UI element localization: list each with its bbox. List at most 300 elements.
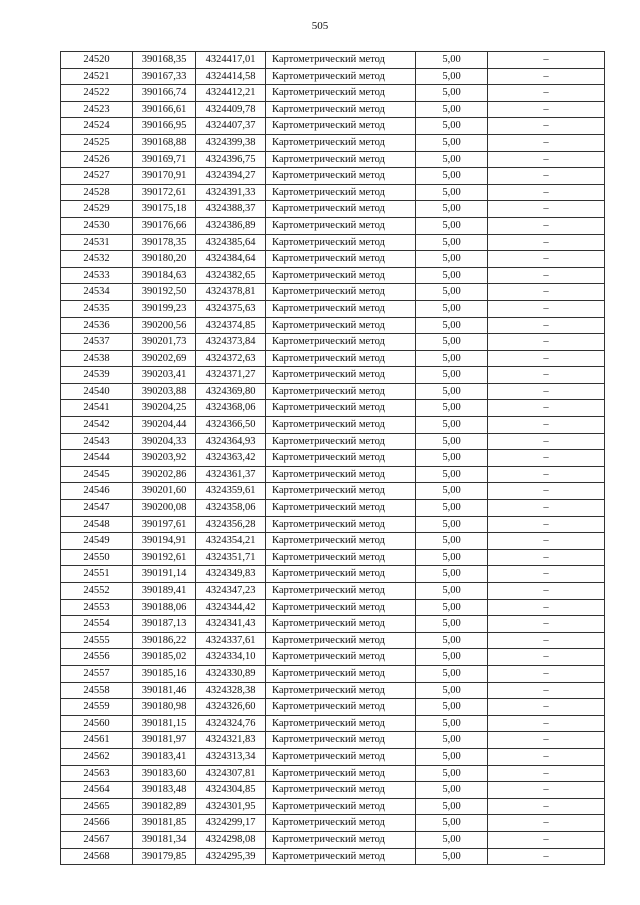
note-cell: – xyxy=(488,831,605,848)
table-row xyxy=(61,798,605,815)
table-row xyxy=(61,748,605,765)
x-coordinate-cell: 390181,85 xyxy=(133,815,196,832)
y-coordinate-cell: 4324396,75 xyxy=(196,151,266,168)
y-coordinate-cell: 4324366,50 xyxy=(196,417,266,434)
x-coordinate-cell: 390200,56 xyxy=(133,317,196,334)
point-number-cell: 24544 xyxy=(61,450,133,467)
table-row xyxy=(61,566,605,583)
x-coordinate-cell: 390178,35 xyxy=(133,234,196,251)
accuracy-cell: 5,00 xyxy=(416,848,488,865)
y-coordinate-cell: 4324299,17 xyxy=(196,815,266,832)
method-cell: Картометрический метод xyxy=(266,417,416,434)
point-number-cell: 24552 xyxy=(61,583,133,600)
point-number-cell: 24537 xyxy=(61,334,133,351)
table-row xyxy=(61,632,605,649)
point-number-cell: 24567 xyxy=(61,831,133,848)
y-coordinate-cell: 4324307,81 xyxy=(196,765,266,782)
method-cell: Картометрический метод xyxy=(266,118,416,135)
y-coordinate-cell: 4324354,21 xyxy=(196,533,266,550)
method-cell: Картометрический метод xyxy=(266,317,416,334)
method-cell: Картометрический метод xyxy=(266,533,416,550)
accuracy-cell: 5,00 xyxy=(416,184,488,201)
accuracy-cell: 5,00 xyxy=(416,649,488,666)
x-coordinate-cell: 390200,08 xyxy=(133,500,196,517)
method-cell: Картометрический метод xyxy=(266,782,416,799)
note-cell: – xyxy=(488,251,605,268)
method-cell: Картометрический метод xyxy=(266,217,416,234)
point-number-cell: 24543 xyxy=(61,433,133,450)
table-row xyxy=(61,300,605,317)
point-number-cell: 24566 xyxy=(61,815,133,832)
y-coordinate-cell: 4324373,84 xyxy=(196,334,266,351)
y-coordinate-cell: 4324324,76 xyxy=(196,715,266,732)
accuracy-cell: 5,00 xyxy=(416,665,488,682)
accuracy-cell: 5,00 xyxy=(416,748,488,765)
note-cell: – xyxy=(488,599,605,616)
note-cell: – xyxy=(488,533,605,550)
table-row xyxy=(61,168,605,185)
point-number-cell: 24562 xyxy=(61,748,133,765)
method-cell: Картометрический метод xyxy=(266,815,416,832)
y-coordinate-cell: 4324334,10 xyxy=(196,649,266,666)
point-number-cell: 24527 xyxy=(61,168,133,185)
accuracy-cell: 5,00 xyxy=(416,831,488,848)
accuracy-cell: 5,00 xyxy=(416,433,488,450)
x-coordinate-cell: 390180,98 xyxy=(133,699,196,716)
point-number-cell: 24549 xyxy=(61,533,133,550)
y-coordinate-cell: 4324382,65 xyxy=(196,267,266,284)
y-coordinate-cell: 4324361,37 xyxy=(196,466,266,483)
x-coordinate-cell: 390185,02 xyxy=(133,649,196,666)
accuracy-cell: 5,00 xyxy=(416,300,488,317)
x-coordinate-cell: 390201,60 xyxy=(133,483,196,500)
y-coordinate-cell: 4324351,71 xyxy=(196,549,266,566)
accuracy-cell: 5,00 xyxy=(416,68,488,85)
method-cell: Картометрический метод xyxy=(266,748,416,765)
note-cell: – xyxy=(488,500,605,517)
x-coordinate-cell: 390184,63 xyxy=(133,267,196,284)
note-cell: – xyxy=(488,566,605,583)
y-coordinate-cell: 4324378,81 xyxy=(196,284,266,301)
note-cell: – xyxy=(488,450,605,467)
coordinates-table xyxy=(60,51,605,865)
note-cell: – xyxy=(488,632,605,649)
y-coordinate-cell: 4324417,01 xyxy=(196,52,266,69)
table-row xyxy=(61,699,605,716)
y-coordinate-cell: 4324326,60 xyxy=(196,699,266,716)
method-cell: Картометрический метод xyxy=(266,251,416,268)
y-coordinate-cell: 4324337,61 xyxy=(196,632,266,649)
x-coordinate-cell: 390181,15 xyxy=(133,715,196,732)
point-number-cell: 24520 xyxy=(61,52,133,69)
accuracy-cell: 5,00 xyxy=(416,782,488,799)
note-cell: – xyxy=(488,616,605,633)
table-row xyxy=(61,500,605,517)
accuracy-cell: 5,00 xyxy=(416,583,488,600)
accuracy-cell: 5,00 xyxy=(416,317,488,334)
point-number-cell: 24542 xyxy=(61,417,133,434)
note-cell: – xyxy=(488,433,605,450)
x-coordinate-cell: 390204,25 xyxy=(133,400,196,417)
note-cell: – xyxy=(488,118,605,135)
point-number-cell: 24538 xyxy=(61,350,133,367)
method-cell: Картометрический метод xyxy=(266,284,416,301)
table-row xyxy=(61,251,605,268)
note-cell: – xyxy=(488,350,605,367)
y-coordinate-cell: 4324412,21 xyxy=(196,85,266,102)
accuracy-cell: 5,00 xyxy=(416,566,488,583)
point-number-cell: 24526 xyxy=(61,151,133,168)
accuracy-cell: 5,00 xyxy=(416,267,488,284)
point-number-cell: 24551 xyxy=(61,566,133,583)
table-row xyxy=(61,715,605,732)
note-cell: – xyxy=(488,52,605,69)
point-number-cell: 24541 xyxy=(61,400,133,417)
method-cell: Картометрический метод xyxy=(266,400,416,417)
point-number-cell: 24564 xyxy=(61,782,133,799)
method-cell: Картометрический метод xyxy=(266,500,416,517)
x-coordinate-cell: 390179,85 xyxy=(133,848,196,865)
point-number-cell: 24565 xyxy=(61,798,133,815)
point-number-cell: 24559 xyxy=(61,699,133,716)
accuracy-cell: 5,00 xyxy=(416,765,488,782)
y-coordinate-cell: 4324298,08 xyxy=(196,831,266,848)
x-coordinate-cell: 390204,44 xyxy=(133,417,196,434)
y-coordinate-cell: 4324414,58 xyxy=(196,68,266,85)
table-row xyxy=(61,85,605,102)
point-number-cell: 24546 xyxy=(61,483,133,500)
table-row xyxy=(61,350,605,367)
table-row xyxy=(61,682,605,699)
table-row xyxy=(61,483,605,500)
x-coordinate-cell: 390183,60 xyxy=(133,765,196,782)
x-coordinate-cell: 390202,69 xyxy=(133,350,196,367)
x-coordinate-cell: 390188,06 xyxy=(133,599,196,616)
note-cell: – xyxy=(488,483,605,500)
x-coordinate-cell: 390169,71 xyxy=(133,151,196,168)
note-cell: – xyxy=(488,317,605,334)
note-cell: – xyxy=(488,715,605,732)
y-coordinate-cell: 4324368,06 xyxy=(196,400,266,417)
note-cell: – xyxy=(488,765,605,782)
x-coordinate-cell: 390194,91 xyxy=(133,533,196,550)
note-cell: – xyxy=(488,516,605,533)
accuracy-cell: 5,00 xyxy=(416,284,488,301)
method-cell: Картометрический метод xyxy=(266,516,416,533)
method-cell: Картометрический метод xyxy=(266,798,416,815)
method-cell: Картометрический метод xyxy=(266,466,416,483)
table-row xyxy=(61,134,605,151)
note-cell: – xyxy=(488,732,605,749)
note-cell: – xyxy=(488,68,605,85)
x-coordinate-cell: 390191,14 xyxy=(133,566,196,583)
y-coordinate-cell: 4324356,28 xyxy=(196,516,266,533)
method-cell: Картометрический метод xyxy=(266,184,416,201)
note-cell: – xyxy=(488,284,605,301)
method-cell: Картометрический метод xyxy=(266,383,416,400)
method-cell: Картометрический метод xyxy=(266,583,416,600)
accuracy-cell: 5,00 xyxy=(416,500,488,517)
point-number-cell: 24528 xyxy=(61,184,133,201)
accuracy-cell: 5,00 xyxy=(416,168,488,185)
point-number-cell: 24525 xyxy=(61,134,133,151)
method-cell: Картометрический метод xyxy=(266,334,416,351)
accuracy-cell: 5,00 xyxy=(416,334,488,351)
x-coordinate-cell: 390192,50 xyxy=(133,284,196,301)
y-coordinate-cell: 4324341,43 xyxy=(196,616,266,633)
note-cell: – xyxy=(488,300,605,317)
point-number-cell: 24545 xyxy=(61,466,133,483)
method-cell: Картометрический метод xyxy=(266,267,416,284)
point-number-cell: 24536 xyxy=(61,317,133,334)
table-row xyxy=(61,649,605,666)
x-coordinate-cell: 390203,88 xyxy=(133,383,196,400)
accuracy-cell: 5,00 xyxy=(416,52,488,69)
accuracy-cell: 5,00 xyxy=(416,682,488,699)
table-row xyxy=(61,732,605,749)
note-cell: – xyxy=(488,782,605,799)
accuracy-cell: 5,00 xyxy=(416,798,488,815)
x-coordinate-cell: 390185,16 xyxy=(133,665,196,682)
note-cell: – xyxy=(488,101,605,118)
x-coordinate-cell: 390167,33 xyxy=(133,68,196,85)
table-row xyxy=(61,549,605,566)
table-row xyxy=(61,317,605,334)
note-cell: – xyxy=(488,682,605,699)
y-coordinate-cell: 4324385,64 xyxy=(196,234,266,251)
point-number-cell: 24533 xyxy=(61,267,133,284)
accuracy-cell: 5,00 xyxy=(416,533,488,550)
y-coordinate-cell: 4324371,27 xyxy=(196,367,266,384)
note-cell: – xyxy=(488,217,605,234)
table-row xyxy=(61,616,605,633)
note-cell: – xyxy=(488,234,605,251)
point-number-cell: 24521 xyxy=(61,68,133,85)
note-cell: – xyxy=(488,649,605,666)
y-coordinate-cell: 4324313,34 xyxy=(196,748,266,765)
accuracy-cell: 5,00 xyxy=(416,134,488,151)
y-coordinate-cell: 4324349,83 xyxy=(196,566,266,583)
point-number-cell: 24547 xyxy=(61,500,133,517)
point-number-cell: 24540 xyxy=(61,383,133,400)
method-cell: Картометрический метод xyxy=(266,765,416,782)
y-coordinate-cell: 4324295,39 xyxy=(196,848,266,865)
table-row xyxy=(61,201,605,218)
method-cell: Картометрический метод xyxy=(266,134,416,151)
accuracy-cell: 5,00 xyxy=(416,101,488,118)
point-number-cell: 24529 xyxy=(61,201,133,218)
accuracy-cell: 5,00 xyxy=(416,417,488,434)
accuracy-cell: 5,00 xyxy=(416,234,488,251)
point-number-cell: 24532 xyxy=(61,251,133,268)
x-coordinate-cell: 390166,74 xyxy=(133,85,196,102)
table-row xyxy=(61,151,605,168)
method-cell: Картометрический метод xyxy=(266,52,416,69)
x-coordinate-cell: 390181,34 xyxy=(133,831,196,848)
table-row xyxy=(61,665,605,682)
method-cell: Картометрический метод xyxy=(266,85,416,102)
note-cell: – xyxy=(488,184,605,201)
note-cell: – xyxy=(488,168,605,185)
accuracy-cell: 5,00 xyxy=(416,85,488,102)
table-row xyxy=(61,400,605,417)
method-cell: Картометрический метод xyxy=(266,699,416,716)
table-row xyxy=(61,184,605,201)
x-coordinate-cell: 390201,73 xyxy=(133,334,196,351)
y-coordinate-cell: 4324344,42 xyxy=(196,599,266,616)
x-coordinate-cell: 390166,95 xyxy=(133,118,196,135)
method-cell: Картометрический метод xyxy=(266,848,416,865)
note-cell: – xyxy=(488,665,605,682)
y-coordinate-cell: 4324374,85 xyxy=(196,317,266,334)
note-cell: – xyxy=(488,334,605,351)
table-row xyxy=(61,466,605,483)
table-row xyxy=(61,101,605,118)
x-coordinate-cell: 390197,61 xyxy=(133,516,196,533)
x-coordinate-cell: 390183,48 xyxy=(133,782,196,799)
x-coordinate-cell: 390189,41 xyxy=(133,583,196,600)
accuracy-cell: 5,00 xyxy=(416,383,488,400)
x-coordinate-cell: 390203,41 xyxy=(133,367,196,384)
table-row xyxy=(61,815,605,832)
point-number-cell: 24550 xyxy=(61,549,133,566)
method-cell: Картометрический метод xyxy=(266,450,416,467)
note-cell: – xyxy=(488,367,605,384)
method-cell: Картометрический метод xyxy=(266,649,416,666)
accuracy-cell: 5,00 xyxy=(416,699,488,716)
note-cell: – xyxy=(488,267,605,284)
table-row xyxy=(61,367,605,384)
point-number-cell: 24561 xyxy=(61,732,133,749)
y-coordinate-cell: 4324301,95 xyxy=(196,798,266,815)
point-number-cell: 24535 xyxy=(61,300,133,317)
table-row xyxy=(61,533,605,550)
point-number-cell: 24522 xyxy=(61,85,133,102)
y-coordinate-cell: 4324358,06 xyxy=(196,500,266,517)
table-row xyxy=(61,284,605,301)
method-cell: Картометрический метод xyxy=(266,632,416,649)
y-coordinate-cell: 4324321,83 xyxy=(196,732,266,749)
point-number-cell: 24554 xyxy=(61,616,133,633)
accuracy-cell: 5,00 xyxy=(416,450,488,467)
point-number-cell: 24534 xyxy=(61,284,133,301)
y-coordinate-cell: 4324384,64 xyxy=(196,251,266,268)
note-cell: – xyxy=(488,848,605,865)
point-number-cell: 24548 xyxy=(61,516,133,533)
accuracy-cell: 5,00 xyxy=(416,217,488,234)
y-coordinate-cell: 4324304,85 xyxy=(196,782,266,799)
method-cell: Картометрический метод xyxy=(266,616,416,633)
y-coordinate-cell: 4324409,78 xyxy=(196,101,266,118)
table-row xyxy=(61,267,605,284)
accuracy-cell: 5,00 xyxy=(416,715,488,732)
method-cell: Картометрический метод xyxy=(266,367,416,384)
accuracy-cell: 5,00 xyxy=(416,251,488,268)
x-coordinate-cell: 390176,66 xyxy=(133,217,196,234)
point-number-cell: 24556 xyxy=(61,649,133,666)
table-row xyxy=(61,118,605,135)
x-coordinate-cell: 390181,46 xyxy=(133,682,196,699)
accuracy-cell: 5,00 xyxy=(416,815,488,832)
method-cell: Картометрический метод xyxy=(266,831,416,848)
y-coordinate-cell: 4324399,38 xyxy=(196,134,266,151)
point-number-cell: 24553 xyxy=(61,599,133,616)
table-row xyxy=(61,516,605,533)
point-number-cell: 24568 xyxy=(61,848,133,865)
accuracy-cell: 5,00 xyxy=(416,732,488,749)
page-number: 505 xyxy=(311,20,329,32)
table-row xyxy=(61,52,605,69)
point-number-cell: 24563 xyxy=(61,765,133,782)
method-cell: Картометрический метод xyxy=(266,483,416,500)
x-coordinate-cell: 390187,13 xyxy=(133,616,196,633)
accuracy-cell: 5,00 xyxy=(416,516,488,533)
method-cell: Картометрический метод xyxy=(266,201,416,218)
table-row xyxy=(61,450,605,467)
note-cell: – xyxy=(488,383,605,400)
note-cell: – xyxy=(488,151,605,168)
table-row xyxy=(61,417,605,434)
method-cell: Картометрический метод xyxy=(266,168,416,185)
point-number-cell: 24524 xyxy=(61,118,133,135)
method-cell: Картометрический метод xyxy=(266,715,416,732)
y-coordinate-cell: 4324328,38 xyxy=(196,682,266,699)
table-row xyxy=(61,334,605,351)
y-coordinate-cell: 4324372,63 xyxy=(196,350,266,367)
x-coordinate-cell: 390203,92 xyxy=(133,450,196,467)
y-coordinate-cell: 4324386,89 xyxy=(196,217,266,234)
accuracy-cell: 5,00 xyxy=(416,466,488,483)
method-cell: Картометрический метод xyxy=(266,566,416,583)
point-number-cell: 24531 xyxy=(61,234,133,251)
method-cell: Картометрический метод xyxy=(266,599,416,616)
note-cell: – xyxy=(488,549,605,566)
coordinates-table-body xyxy=(61,52,605,865)
accuracy-cell: 5,00 xyxy=(416,632,488,649)
note-cell: – xyxy=(488,134,605,151)
accuracy-cell: 5,00 xyxy=(416,350,488,367)
y-coordinate-cell: 4324369,80 xyxy=(196,383,266,400)
method-cell: Картометрический метод xyxy=(266,151,416,168)
table-row xyxy=(61,234,605,251)
method-cell: Картометрический метод xyxy=(266,732,416,749)
y-coordinate-cell: 4324347,23 xyxy=(196,583,266,600)
accuracy-cell: 5,00 xyxy=(416,201,488,218)
table-row xyxy=(61,383,605,400)
x-coordinate-cell: 390204,33 xyxy=(133,433,196,450)
accuracy-cell: 5,00 xyxy=(416,367,488,384)
accuracy-cell: 5,00 xyxy=(416,151,488,168)
method-cell: Картометрический метод xyxy=(266,68,416,85)
x-coordinate-cell: 390182,89 xyxy=(133,798,196,815)
x-coordinate-cell: 390175,18 xyxy=(133,201,196,218)
note-cell: – xyxy=(488,583,605,600)
x-coordinate-cell: 390181,97 xyxy=(133,732,196,749)
y-coordinate-cell: 4324364,93 xyxy=(196,433,266,450)
x-coordinate-cell: 390168,88 xyxy=(133,134,196,151)
note-cell: – xyxy=(488,748,605,765)
table-row xyxy=(61,583,605,600)
y-coordinate-cell: 4324388,37 xyxy=(196,201,266,218)
table-row xyxy=(61,68,605,85)
note-cell: – xyxy=(488,201,605,218)
x-coordinate-cell: 390192,61 xyxy=(133,549,196,566)
y-coordinate-cell: 4324375,63 xyxy=(196,300,266,317)
point-number-cell: 24555 xyxy=(61,632,133,649)
x-coordinate-cell: 390170,91 xyxy=(133,168,196,185)
x-coordinate-cell: 390183,41 xyxy=(133,748,196,765)
y-coordinate-cell: 4324363,42 xyxy=(196,450,266,467)
